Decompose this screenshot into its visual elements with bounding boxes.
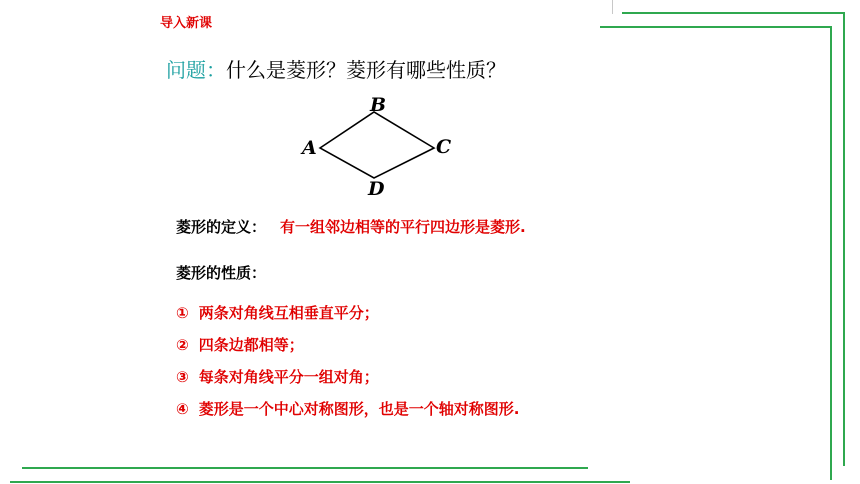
rhombus-shape (320, 112, 434, 178)
property-number: ③ (176, 368, 189, 386)
top-border-line (622, 12, 844, 14)
bottom-border-line-inner (10, 481, 630, 483)
right-border-line (843, 12, 845, 466)
header-divider (612, 0, 613, 14)
question-text: 什么是菱形？菱形有哪些性质？ (226, 58, 506, 82)
property-text: 每条对角线平分一组对角； (198, 368, 379, 386)
property-text: 菱形是一个中心对称图形，也是一个轴对称图形. (198, 400, 520, 418)
property-item (176, 302, 379, 323)
vertex-label-d: D (368, 178, 385, 200)
definition-label: 菱形的定义： (176, 218, 267, 236)
property-text: 四条边都相等； (198, 336, 304, 354)
property-number: ① (176, 304, 189, 322)
question-line (166, 54, 506, 83)
property-number: ④ (176, 400, 189, 418)
property-item (176, 366, 379, 387)
property-item (176, 398, 519, 419)
property-item (176, 334, 304, 355)
rhombus-figure (290, 94, 470, 200)
section-tag: 导入新课 (160, 16, 213, 31)
definition-line (176, 216, 526, 237)
vertex-label-a: A (302, 137, 317, 159)
vertex-label-b: B (370, 94, 387, 116)
property-number: ② (176, 336, 189, 354)
definition-text: 有一组邻边相等的平行四边形是菱形. (280, 218, 526, 236)
bottom-border-line (22, 467, 588, 469)
properties-heading: 菱形的性质： (176, 264, 267, 282)
right-border-line-inner (830, 26, 832, 480)
question-label: 问题： (166, 58, 226, 82)
property-text: 两条对角线互相垂直平分； (198, 304, 379, 322)
top-border-line-inner (600, 26, 830, 28)
vertex-label-c: C (436, 136, 452, 158)
